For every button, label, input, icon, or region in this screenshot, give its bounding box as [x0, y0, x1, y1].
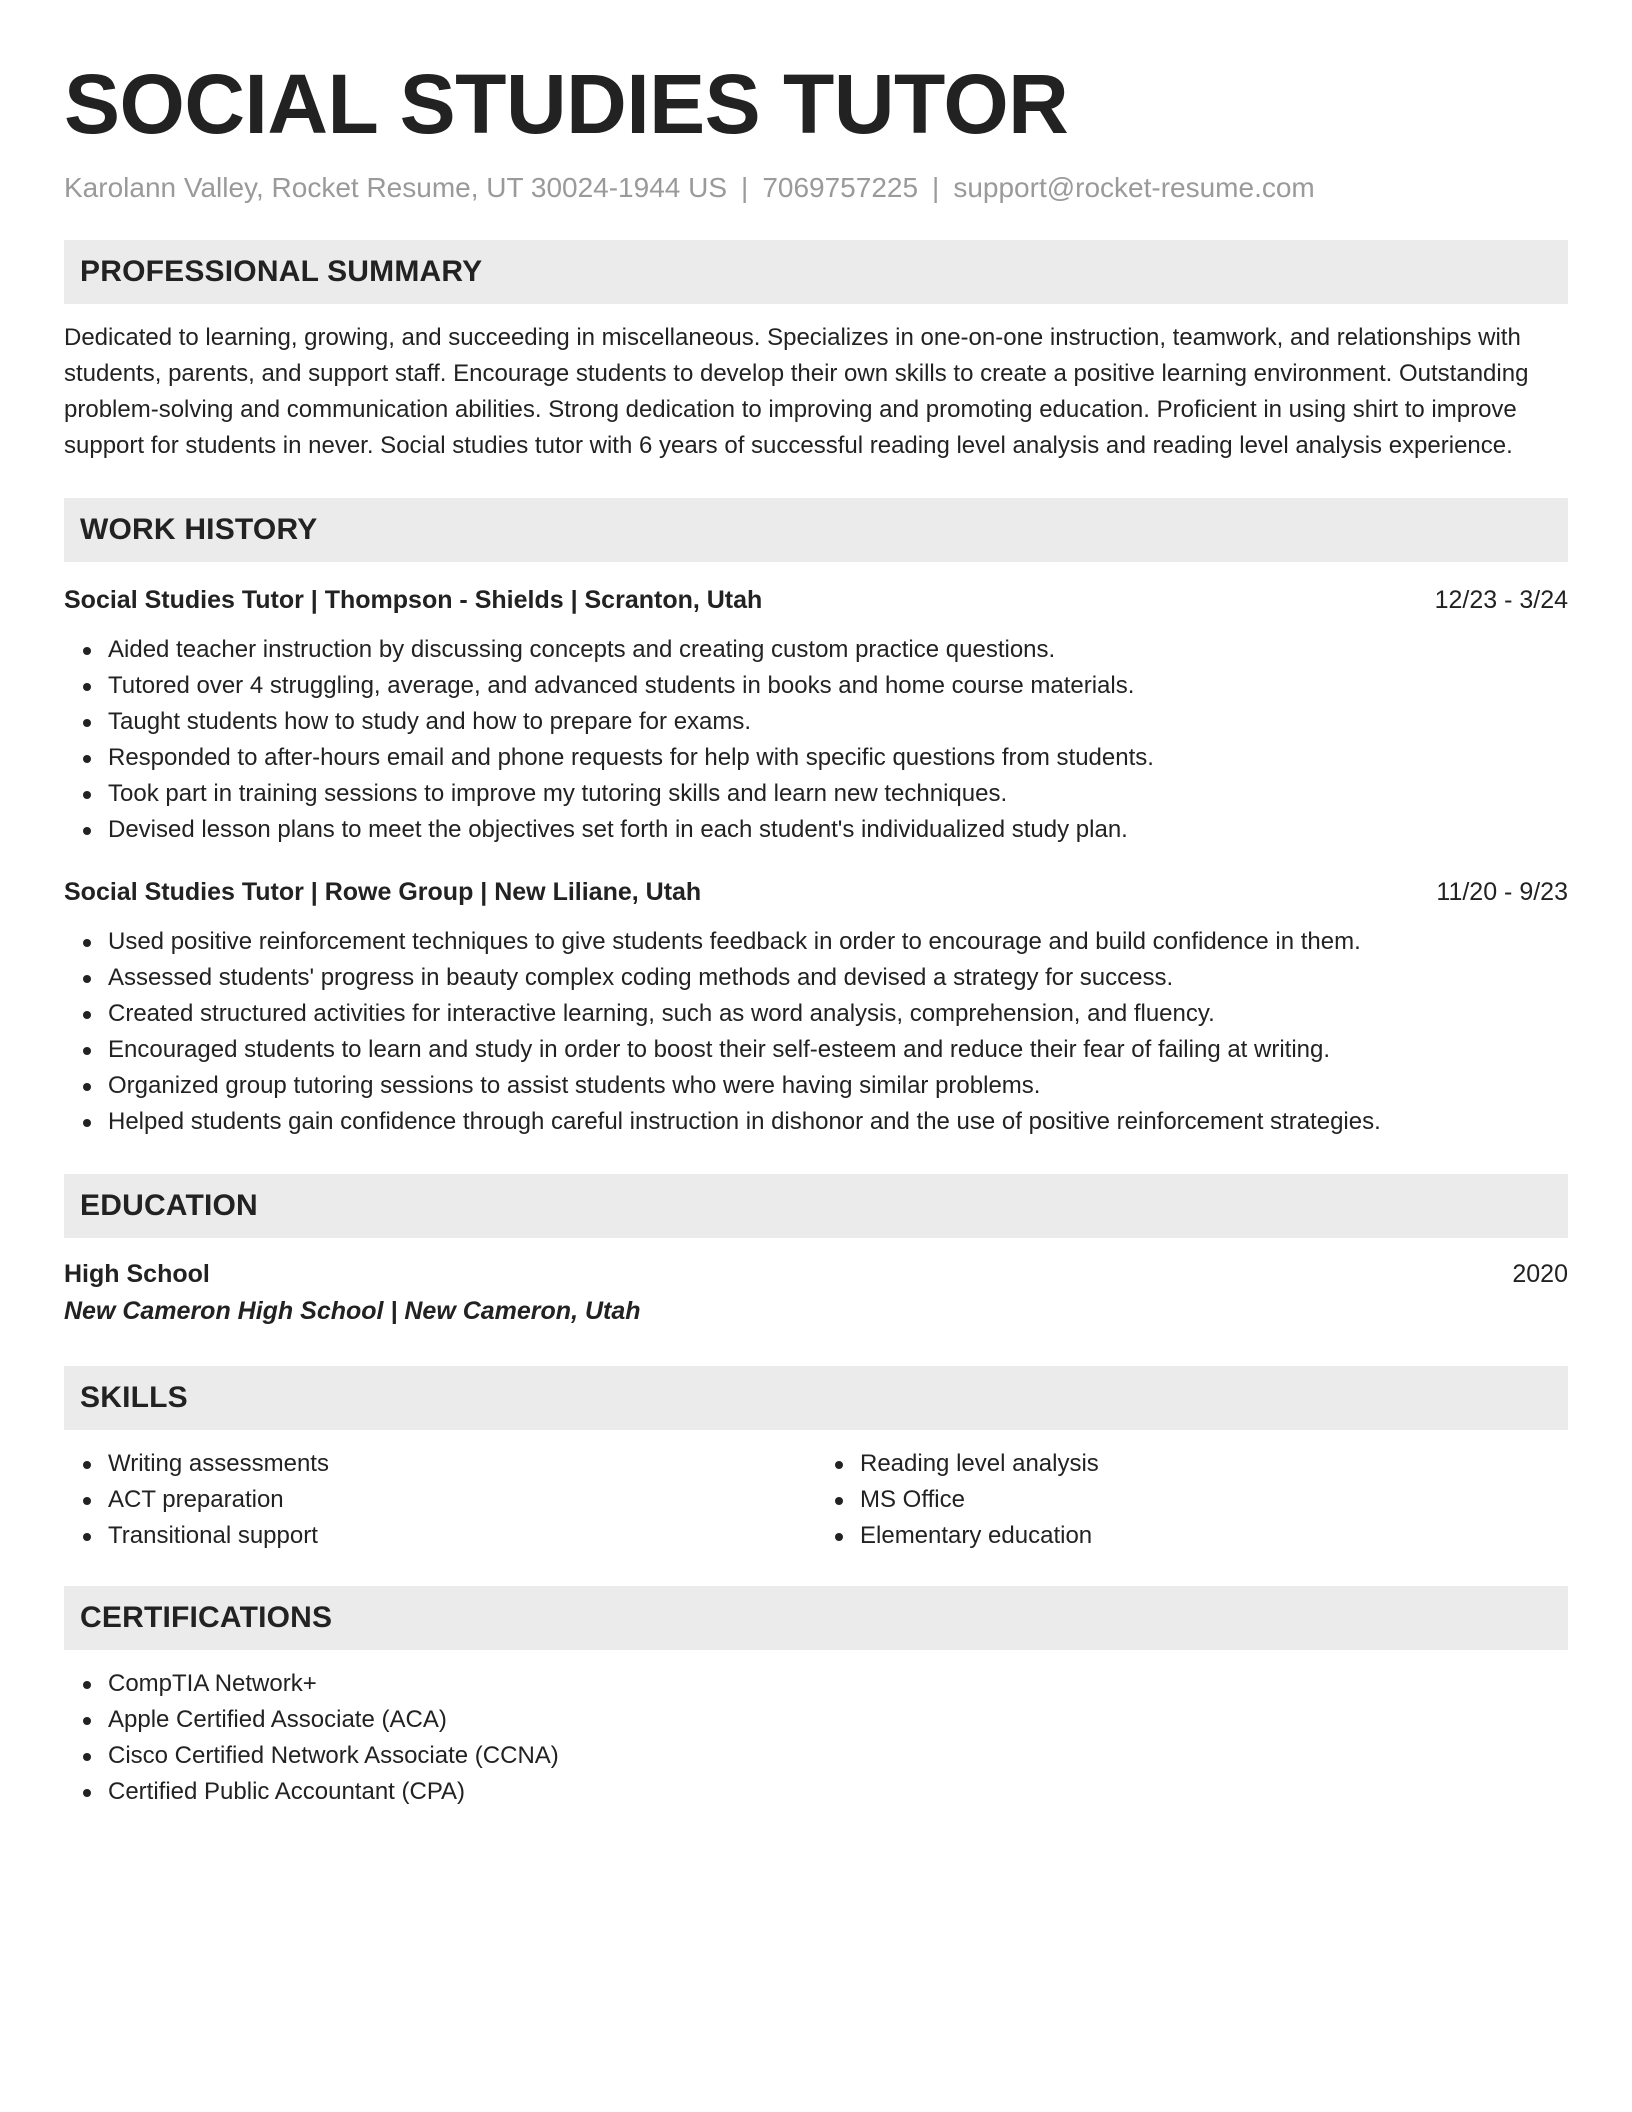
skills-column-right: [816, 1446, 1568, 1554]
skills-list: [816, 1446, 1568, 1554]
education-year: 2020: [1512, 1260, 1568, 1288]
job-dates: 11/20 - 9/23: [1436, 878, 1568, 906]
skill-item: MS Office: [860, 1482, 1568, 1518]
job-bullet: Devised lesson plans to meet the objectives set forth in each student's individualized study plan.: [108, 812, 1568, 848]
certification-item: Apple Certified Associate (ACA): [108, 1702, 1568, 1738]
job-bullet: Organized group tutoring sessions to assist students who were having similar problems.: [108, 1068, 1568, 1104]
education-entry: [64, 1256, 1568, 1330]
job-bullets: [64, 924, 1568, 1140]
job-title: Social Studies Tutor | Rowe Group | New Liliane, Utah: [64, 878, 702, 906]
summary-section: [64, 240, 1568, 464]
contact-line: [64, 170, 1568, 206]
certifications-heading: CERTIFICATIONS: [64, 1586, 1568, 1650]
skills-grid: [64, 1446, 1568, 1554]
contact-separator: |: [741, 172, 749, 203]
certifications-list: [64, 1666, 1568, 1810]
contact-address: Karolann Valley, Rocket Resume, UT 30024-1944 US: [64, 172, 728, 203]
skills-column-left: [64, 1446, 816, 1554]
summary-text: Dedicated to learning, growing, and succeeding in miscellaneous. Specializes in one-on-one instruction, teamwork, and relationships with students, parents, and support staff. Encourage students to develop their own skills to create a positive learning environment. Outstanding problem-solving and communication abilities. Strong dedication to improving and promoting education. Proficient in using shirt to improve support for students in never. Social studies tutor with 6 years of successful reading level analysis and reading level analysis experience.: [64, 324, 1529, 459]
job-bullet: Encouraged students to learn and study in order to boost their self-esteem and reduce their fear of failing at writing.: [108, 1032, 1568, 1068]
job-title: Social Studies Tutor | Thompson - Shields | Scranton, Utah: [64, 586, 763, 614]
job-bullet: Helped students gain confidence through careful instruction in dishonor and the use of positive reinforcement strategies.: [108, 1104, 1568, 1140]
skills-list: [64, 1446, 816, 1554]
summary-heading: PROFESSIONAL SUMMARY: [64, 240, 1568, 304]
skill-item: Writing assessments: [108, 1446, 816, 1482]
job-bullet: Aided teacher instruction by discussing concepts and creating custom practice questions.: [108, 632, 1568, 668]
certification-item: Certified Public Accountant (CPA): [108, 1774, 1568, 1810]
education-section: [64, 1174, 1568, 1330]
work-history-heading: WORK HISTORY: [64, 498, 1568, 562]
job-entry: [64, 874, 1568, 1140]
job-header: [64, 582, 1568, 618]
contact-email: support@rocket-resume.com: [953, 172, 1315, 203]
certification-item: Cisco Certified Network Associate (CCNA): [108, 1738, 1568, 1774]
job-bullet: Tutored over 4 struggling, average, and advanced students in books and home course materials.: [108, 668, 1568, 704]
job-bullet: Taught students how to study and how to prepare for exams.: [108, 704, 1568, 740]
work-history-section: [64, 498, 1568, 1140]
skills-section: [64, 1366, 1568, 1554]
job-bullet: Assessed students' progress in beauty complex coding methods and devised a strategy for success.: [108, 960, 1568, 996]
education-school: New Cameron High School | New Cameron, Utah: [64, 1297, 641, 1325]
job-header: [64, 874, 1568, 910]
education-degree: High School: [64, 1260, 210, 1288]
skill-item: Reading level analysis: [860, 1446, 1568, 1482]
resume-title: SOCIAL STUDIES TUTOR: [64, 57, 1069, 151]
job-bullet: Responded to after-hours email and phone requests for help with specific questions from students.: [108, 740, 1568, 776]
job-bullet: Took part in training sessions to improve my tutoring skills and learn new techniques.: [108, 776, 1568, 812]
education-heading: EDUCATION: [64, 1174, 1568, 1238]
contact-separator: |: [932, 172, 940, 203]
job-dates: 12/23 - 3/24: [1434, 586, 1568, 614]
skill-item: Transitional support: [108, 1518, 816, 1554]
job-entry: [64, 582, 1568, 848]
contact-phone: 7069757225: [762, 172, 919, 203]
skill-item: Elementary education: [860, 1518, 1568, 1554]
skills-heading: SKILLS: [64, 1366, 1568, 1430]
job-bullets: [64, 632, 1568, 848]
job-bullet: Used positive reinforcement techniques to give students feedback in order to encourage and build confidence in them.: [108, 924, 1568, 960]
job-bullet: Created structured activities for interactive learning, such as word analysis, comprehension, and fluency.: [108, 996, 1568, 1032]
skill-item: ACT preparation: [108, 1482, 816, 1518]
education-header: [64, 1256, 1568, 1292]
certification-item: CompTIA Network+: [108, 1666, 1568, 1702]
certifications-section: [64, 1586, 1568, 1810]
